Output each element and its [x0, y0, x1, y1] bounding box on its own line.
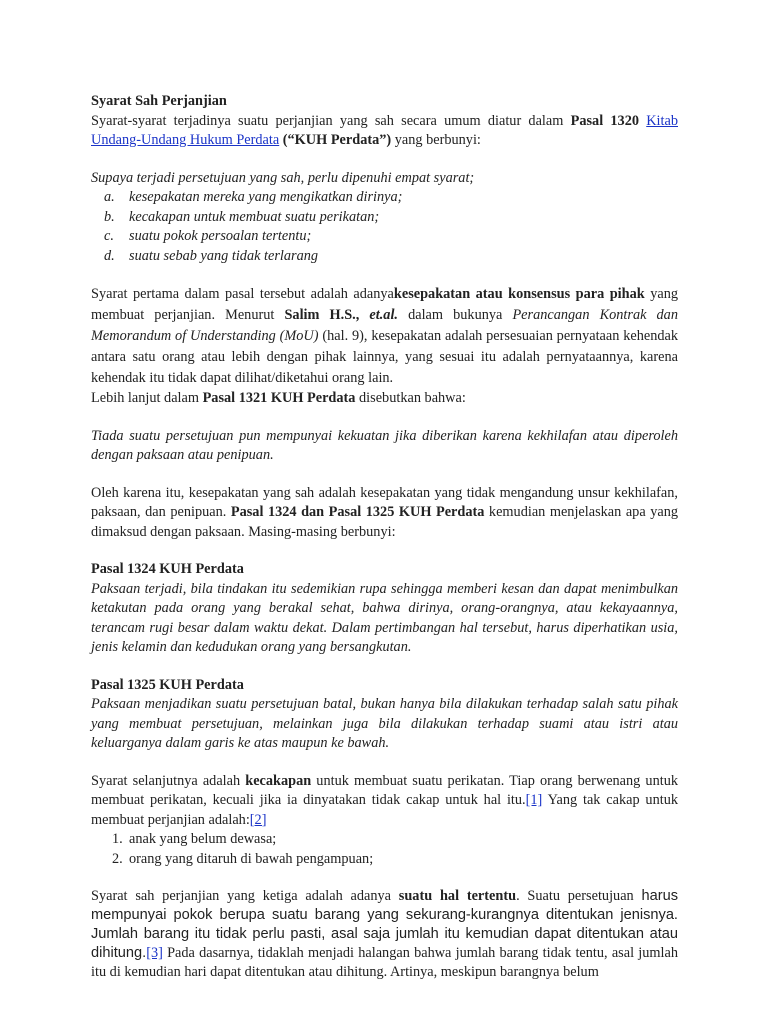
kuh-perdata-link[interactable]: Kitab Undang-Undang Hukum Perdata [91, 112, 678, 148]
para-text: untuk membuat suatu perikatan. Tiap orang berwenang untuk membuat perikatan, kecuali jika ia dinyatakan tidak cakap untuk hal itu. [91, 772, 678, 808]
para-text: Yang tak cakap untuk membuat perjanjian adalah: [91, 792, 678, 828]
book-title: Perancangan Kontrak dan Memorandum of Understanding (MoU) [91, 307, 678, 344]
paragraph-1321 [91, 389, 678, 409]
paragraph-paksaan [91, 484, 678, 543]
intro-abbrev: (“KUH Perdata”) [279, 132, 392, 148]
para-bold: Pasal 1324 dan Pasal 1325 KUH Perdata [230, 504, 485, 520]
list-marker: 2. [112, 850, 123, 867]
paragraph-hal-tertentu [91, 887, 678, 982]
para-bold: kesepakatan atau konsensus para pihak [393, 286, 645, 302]
intro-paragraph [91, 112, 678, 151]
paragraph-kecakapan [91, 772, 678, 831]
para-text-sans: harus mempunyai pokok berupa suatu barang yang sekurang-kurangnya ditentukan jenisnya. Jumlah barang itu tidak perlu pasti, asal saja jumlah itu kemudian dapat ditentukan atau dihitung. [91, 888, 678, 961]
list-item [91, 227, 678, 247]
pasal-1325-title: Pasal 1325 KUH Perdata [91, 676, 244, 693]
footnote-link-3[interactable]: [3] [146, 945, 163, 961]
para-bold: Salim H.S., [284, 307, 370, 323]
intro-text: Syarat-syarat terjadinya suatu perjanjian yang sah secara umum diatur dalam [91, 112, 571, 129]
list-item-text: kesepakatan mereka yang mengikatkan dirinya; [129, 189, 403, 205]
para-text: Syarat selanjutnya adalah [91, 772, 246, 789]
pasal-1325-text: Paksaan menjadikan suatu persetujuan batal, bukan hanya bila dilakukan terhadap salah satu pihak yang membuat persetujuan, melainkan juga bila dilakukan terhadap suami atau istri atau keluarganya dalam garis ke atas maupun ke bawah. [91, 696, 678, 751]
para-text: yang membuat perjanjian. Menurut [91, 286, 678, 323]
list-item-text: kecakapan untuk membuat suatu perikatan; [129, 208, 380, 225]
footnote-link-2[interactable]: [2] [249, 811, 267, 828]
para-text: dalam bukunya [398, 307, 513, 323]
list-item [91, 208, 678, 228]
intro-pasal: Pasal 1320 [570, 112, 639, 129]
para-text: Lebih lanjut dalam [91, 390, 203, 406]
list-item [91, 188, 678, 208]
list-item [91, 247, 678, 267]
list-marker: a. [104, 189, 115, 205]
para-text: disebutkan bahwa: [355, 390, 466, 406]
para-text: Syarat pertama dalam pasal tersebut adalah adanya [91, 286, 394, 302]
para-text: . Suatu persetujuan [516, 888, 642, 904]
list-item [91, 830, 678, 850]
list-marker: 1. [112, 831, 123, 847]
list-marker: b. [104, 208, 115, 225]
para-text: (hal. 9), kesepakatan adalah persesuaian pernyataan kehendak antara satu orang atau lebih dengan pihak lainnya, yang sesuai itu adalah pernyataannya, karena kehendak itu tidak dapat dilihat/diketahui orang lain. [91, 328, 678, 386]
quote-1321: Tiada suatu persetujuan pun mempunyai kekuatan jika diberikan karena kekhilafan atau diperoleh dengan paksaan atau penipuan. [91, 427, 678, 463]
paragraph-kesepakatan [91, 284, 678, 389]
page-title: Syarat Sah Perjanjian [91, 93, 227, 109]
para-bold: kecakapan [245, 772, 312, 789]
list-marker: c. [104, 228, 114, 244]
conditions-list [91, 188, 678, 266]
para-bold: Pasal 1321 KUH Perdata [202, 390, 356, 406]
para-text: Oleh karena itu, kesepakatan yang sah adalah kesepakatan yang tidak mengandung unsur kekhilafan, paksaan, dan penipuan. [91, 484, 678, 520]
para-bold: suatu hal tertentu [398, 888, 517, 904]
para-text: kemudian menjelaskan apa yang dimaksud dengan paksaan. Masing-masing berbunyi: [91, 504, 678, 540]
pasal-1324-text: Paksaan terjadi, bila tindakan itu sedemikian rupa sehingga memberi kesan dan dapat menimbulkan ketakutan pada orang yang berakal sehat, bahwa dirinya, orang-orangnya, atau kekayaannya, terancam rugi besar dalam waktu dekat. Dalam pertimbangan hal tersebut, harus diperhatikan usia, jenis kelamin dan kedudukan orang yang bersangkutan. [91, 580, 678, 655]
pasal-1324-title: Pasal 1324 KUH Perdata [91, 561, 244, 577]
quote-intro: Supaya terjadi persetujuan yang sah, perlu dipenuhi empat syarat; [91, 169, 475, 186]
list-marker: d. [104, 247, 115, 264]
incapable-list [91, 830, 678, 869]
para-text: Pada dasarnya, tidaklah menjadi halangan bahwa jumlah barang tidak tentu, asal jumlah itu di kemudian hari dapat ditentukan atau dihitung. Artinya, meskipun barangnya belum [91, 945, 678, 980]
para-bold-italic: et.al. [369, 307, 398, 323]
footnote-link-1[interactable]: [1] [525, 792, 543, 808]
para-text: Syarat sah perjanjian yang ketiga adalah adanya [91, 888, 399, 904]
list-item-text: suatu pokok persoalan tertentu; [129, 228, 312, 244]
list-item [91, 850, 678, 870]
intro-text-end: yang berbunyi: [391, 132, 481, 148]
list-item-text: suatu sebab yang tidak terlarang [129, 247, 319, 264]
list-item-text: anak yang belum dewasa; [129, 831, 277, 847]
list-item-text: orang yang ditaruh di bawah pengampuan; [129, 850, 374, 867]
